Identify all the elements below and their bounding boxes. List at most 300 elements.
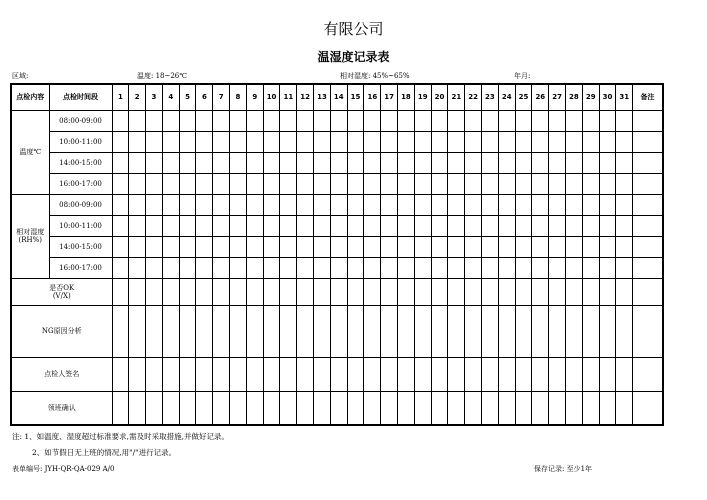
- ok-day-25-cell[interactable]: [515, 278, 532, 305]
- humidity-3-day-2-cell[interactable]: [129, 257, 146, 278]
- humidity-0-day-4-cell[interactable]: [162, 194, 179, 215]
- ok-day-21-cell[interactable]: [448, 278, 465, 305]
- temperature-1-day-10-cell[interactable]: [263, 131, 280, 152]
- ok-day-20-cell[interactable]: [431, 278, 448, 305]
- inspector-day-19-cell[interactable]: [414, 357, 431, 391]
- leader-day-6-cell[interactable]: [196, 391, 213, 425]
- temperature-2-day-5-cell[interactable]: [179, 152, 196, 173]
- humidity-1-day-10-cell[interactable]: [263, 215, 280, 236]
- temperature-0-day-7-cell[interactable]: [213, 110, 230, 131]
- temperature-3-day-23-cell[interactable]: [482, 173, 499, 194]
- inspector-day-21-cell[interactable]: [448, 357, 465, 391]
- inspector-day-6-cell[interactable]: [196, 357, 213, 391]
- humidity-2-day-20-cell[interactable]: [431, 236, 448, 257]
- humidity-3-day-23-cell[interactable]: [482, 257, 499, 278]
- temperature-3-day-10-cell[interactable]: [263, 173, 280, 194]
- temperature-2-day-15-cell[interactable]: [347, 152, 364, 173]
- ng-day-21-cell[interactable]: [448, 305, 465, 357]
- humidity-1-day-12-cell[interactable]: [297, 215, 314, 236]
- ng-day-3-cell[interactable]: [146, 305, 163, 357]
- leader-day-12-cell[interactable]: [297, 391, 314, 425]
- temperature-0-day-3-cell[interactable]: [146, 110, 163, 131]
- ok-day-1-cell[interactable]: [112, 278, 129, 305]
- inspector-day-27-cell[interactable]: [549, 357, 566, 391]
- ok-day-5-cell[interactable]: [179, 278, 196, 305]
- ok-remark-cell[interactable]: [633, 278, 663, 305]
- leader-day-5-cell[interactable]: [179, 391, 196, 425]
- temperature-3-day-25-cell[interactable]: [515, 173, 532, 194]
- ok-day-13-cell[interactable]: [314, 278, 331, 305]
- temperature-1-day-26-cell[interactable]: [532, 131, 549, 152]
- temperature-0-day-25-cell[interactable]: [515, 110, 532, 131]
- humidity-1-day-14-cell[interactable]: [330, 215, 347, 236]
- humidity-0-day-17-cell[interactable]: [381, 194, 398, 215]
- leader-day-21-cell[interactable]: [448, 391, 465, 425]
- temperature-3-day-11-cell[interactable]: [280, 173, 297, 194]
- inspector-day-22-cell[interactable]: [465, 357, 482, 391]
- humidity-0-day-19-cell[interactable]: [414, 194, 431, 215]
- inspector-day-15-cell[interactable]: [347, 357, 364, 391]
- ok-day-31-cell[interactable]: [616, 278, 633, 305]
- temperature-2-day-17-cell[interactable]: [381, 152, 398, 173]
- humidity-2-remark-cell[interactable]: [633, 236, 663, 257]
- humidity-3-day-16-cell[interactable]: [364, 257, 381, 278]
- ok-day-27-cell[interactable]: [549, 278, 566, 305]
- humidity-2-day-11-cell[interactable]: [280, 236, 297, 257]
- leader-day-4-cell[interactable]: [162, 391, 179, 425]
- inspector-day-12-cell[interactable]: [297, 357, 314, 391]
- humidity-1-day-4-cell[interactable]: [162, 215, 179, 236]
- humidity-1-day-27-cell[interactable]: [549, 215, 566, 236]
- leader-day-30-cell[interactable]: [599, 391, 616, 425]
- humidity-1-day-28-cell[interactable]: [566, 215, 583, 236]
- temperature-0-day-18-cell[interactable]: [398, 110, 415, 131]
- temperature-3-day-8-cell[interactable]: [230, 173, 247, 194]
- temperature-0-day-1-cell[interactable]: [112, 110, 129, 131]
- humidity-1-day-25-cell[interactable]: [515, 215, 532, 236]
- ok-day-16-cell[interactable]: [364, 278, 381, 305]
- temperature-0-day-17-cell[interactable]: [381, 110, 398, 131]
- humidity-2-day-26-cell[interactable]: [532, 236, 549, 257]
- humidity-3-day-28-cell[interactable]: [566, 257, 583, 278]
- temperature-1-day-9-cell[interactable]: [246, 131, 263, 152]
- temperature-1-day-18-cell[interactable]: [398, 131, 415, 152]
- inspector-day-17-cell[interactable]: [381, 357, 398, 391]
- temperature-2-day-22-cell[interactable]: [465, 152, 482, 173]
- leader-day-28-cell[interactable]: [566, 391, 583, 425]
- ng-day-4-cell[interactable]: [162, 305, 179, 357]
- humidity-1-day-20-cell[interactable]: [431, 215, 448, 236]
- temperature-3-day-19-cell[interactable]: [414, 173, 431, 194]
- humidity-3-day-8-cell[interactable]: [230, 257, 247, 278]
- inspector-day-3-cell[interactable]: [146, 357, 163, 391]
- leader-day-7-cell[interactable]: [213, 391, 230, 425]
- humidity-2-day-22-cell[interactable]: [465, 236, 482, 257]
- humidity-0-day-18-cell[interactable]: [398, 194, 415, 215]
- humidity-2-day-19-cell[interactable]: [414, 236, 431, 257]
- humidity-0-day-7-cell[interactable]: [213, 194, 230, 215]
- temperature-2-day-10-cell[interactable]: [263, 152, 280, 173]
- inspector-day-16-cell[interactable]: [364, 357, 381, 391]
- humidity-1-day-21-cell[interactable]: [448, 215, 465, 236]
- temperature-3-day-17-cell[interactable]: [381, 173, 398, 194]
- ng-day-25-cell[interactable]: [515, 305, 532, 357]
- temperature-1-day-31-cell[interactable]: [616, 131, 633, 152]
- humidity-3-day-6-cell[interactable]: [196, 257, 213, 278]
- temperature-0-day-13-cell[interactable]: [314, 110, 331, 131]
- ng-day-24-cell[interactable]: [498, 305, 515, 357]
- temperature-0-day-8-cell[interactable]: [230, 110, 247, 131]
- temperature-3-day-26-cell[interactable]: [532, 173, 549, 194]
- leader-day-3-cell[interactable]: [146, 391, 163, 425]
- temperature-0-day-21-cell[interactable]: [448, 110, 465, 131]
- temperature-3-day-31-cell[interactable]: [616, 173, 633, 194]
- leader-day-24-cell[interactable]: [498, 391, 515, 425]
- leader-day-17-cell[interactable]: [381, 391, 398, 425]
- humidity-2-day-16-cell[interactable]: [364, 236, 381, 257]
- temperature-3-day-13-cell[interactable]: [314, 173, 331, 194]
- humidity-1-day-8-cell[interactable]: [230, 215, 247, 236]
- humidity-3-day-30-cell[interactable]: [599, 257, 616, 278]
- temperature-1-day-24-cell[interactable]: [498, 131, 515, 152]
- temperature-3-day-6-cell[interactable]: [196, 173, 213, 194]
- inspector-day-11-cell[interactable]: [280, 357, 297, 391]
- ok-day-2-cell[interactable]: [129, 278, 146, 305]
- temperature-3-day-12-cell[interactable]: [297, 173, 314, 194]
- leader-day-26-cell[interactable]: [532, 391, 549, 425]
- humidity-1-day-24-cell[interactable]: [498, 215, 515, 236]
- humidity-0-day-12-cell[interactable]: [297, 194, 314, 215]
- temperature-2-day-27-cell[interactable]: [549, 152, 566, 173]
- humidity-3-day-26-cell[interactable]: [532, 257, 549, 278]
- temperature-3-day-20-cell[interactable]: [431, 173, 448, 194]
- leader-day-1-cell[interactable]: [112, 391, 129, 425]
- leader-day-31-cell[interactable]: [616, 391, 633, 425]
- temperature-2-day-29-cell[interactable]: [582, 152, 599, 173]
- inspector-day-29-cell[interactable]: [582, 357, 599, 391]
- humidity-1-day-19-cell[interactable]: [414, 215, 431, 236]
- temperature-2-day-3-cell[interactable]: [146, 152, 163, 173]
- ok-day-26-cell[interactable]: [532, 278, 549, 305]
- humidity-3-day-13-cell[interactable]: [314, 257, 331, 278]
- humidity-2-day-6-cell[interactable]: [196, 236, 213, 257]
- ng-day-2-cell[interactable]: [129, 305, 146, 357]
- temperature-1-day-22-cell[interactable]: [465, 131, 482, 152]
- humidity-2-day-21-cell[interactable]: [448, 236, 465, 257]
- inspector-day-30-cell[interactable]: [599, 357, 616, 391]
- temperature-3-day-18-cell[interactable]: [398, 173, 415, 194]
- temperature-1-day-2-cell[interactable]: [129, 131, 146, 152]
- ng-day-22-cell[interactable]: [465, 305, 482, 357]
- humidity-3-day-11-cell[interactable]: [280, 257, 297, 278]
- temperature-3-day-22-cell[interactable]: [465, 173, 482, 194]
- humidity-1-day-15-cell[interactable]: [347, 215, 364, 236]
- inspector-day-1-cell[interactable]: [112, 357, 129, 391]
- leader-day-15-cell[interactable]: [347, 391, 364, 425]
- humidity-3-day-18-cell[interactable]: [398, 257, 415, 278]
- humidity-1-day-26-cell[interactable]: [532, 215, 549, 236]
- temperature-2-remark-cell[interactable]: [633, 152, 663, 173]
- temperature-3-day-16-cell[interactable]: [364, 173, 381, 194]
- temperature-0-day-5-cell[interactable]: [179, 110, 196, 131]
- inspector-remark-cell[interactable]: [633, 357, 663, 391]
- temperature-3-day-9-cell[interactable]: [246, 173, 263, 194]
- ng-day-14-cell[interactable]: [330, 305, 347, 357]
- humidity-0-day-31-cell[interactable]: [616, 194, 633, 215]
- temperature-0-day-31-cell[interactable]: [616, 110, 633, 131]
- humidity-0-day-13-cell[interactable]: [314, 194, 331, 215]
- temperature-0-day-20-cell[interactable]: [431, 110, 448, 131]
- ng-remark-cell[interactable]: [633, 305, 663, 357]
- humidity-1-day-18-cell[interactable]: [398, 215, 415, 236]
- humidity-3-day-17-cell[interactable]: [381, 257, 398, 278]
- humidity-3-day-4-cell[interactable]: [162, 257, 179, 278]
- temperature-1-day-8-cell[interactable]: [230, 131, 247, 152]
- temperature-1-day-23-cell[interactable]: [482, 131, 499, 152]
- ng-day-15-cell[interactable]: [347, 305, 364, 357]
- ok-day-23-cell[interactable]: [482, 278, 499, 305]
- leader-day-10-cell[interactable]: [263, 391, 280, 425]
- temperature-1-day-16-cell[interactable]: [364, 131, 381, 152]
- humidity-2-day-30-cell[interactable]: [599, 236, 616, 257]
- humidity-2-day-8-cell[interactable]: [230, 236, 247, 257]
- ng-day-29-cell[interactable]: [582, 305, 599, 357]
- ok-day-12-cell[interactable]: [297, 278, 314, 305]
- humidity-1-day-3-cell[interactable]: [146, 215, 163, 236]
- humidity-2-day-12-cell[interactable]: [297, 236, 314, 257]
- temperature-3-day-29-cell[interactable]: [582, 173, 599, 194]
- temperature-2-day-6-cell[interactable]: [196, 152, 213, 173]
- humidity-0-day-30-cell[interactable]: [599, 194, 616, 215]
- humidity-1-day-1-cell[interactable]: [112, 215, 129, 236]
- inspector-day-7-cell[interactable]: [213, 357, 230, 391]
- temperature-2-day-18-cell[interactable]: [398, 152, 415, 173]
- temperature-2-day-25-cell[interactable]: [515, 152, 532, 173]
- temperature-3-day-14-cell[interactable]: [330, 173, 347, 194]
- humidity-3-remark-cell[interactable]: [633, 257, 663, 278]
- temperature-0-day-9-cell[interactable]: [246, 110, 263, 131]
- temperature-3-day-5-cell[interactable]: [179, 173, 196, 194]
- humidity-0-day-8-cell[interactable]: [230, 194, 247, 215]
- temperature-1-day-5-cell[interactable]: [179, 131, 196, 152]
- temperature-1-day-25-cell[interactable]: [515, 131, 532, 152]
- humidity-3-day-20-cell[interactable]: [431, 257, 448, 278]
- humidity-1-remark-cell[interactable]: [633, 215, 663, 236]
- inspector-day-18-cell[interactable]: [398, 357, 415, 391]
- leader-day-11-cell[interactable]: [280, 391, 297, 425]
- humidity-0-day-23-cell[interactable]: [482, 194, 499, 215]
- temperature-1-day-17-cell[interactable]: [381, 131, 398, 152]
- humidity-2-day-7-cell[interactable]: [213, 236, 230, 257]
- leader-day-9-cell[interactable]: [246, 391, 263, 425]
- ok-day-17-cell[interactable]: [381, 278, 398, 305]
- humidity-3-day-14-cell[interactable]: [330, 257, 347, 278]
- temperature-2-day-20-cell[interactable]: [431, 152, 448, 173]
- humidity-0-day-9-cell[interactable]: [246, 194, 263, 215]
- humidity-0-day-24-cell[interactable]: [498, 194, 515, 215]
- humidity-1-day-17-cell[interactable]: [381, 215, 398, 236]
- leader-day-22-cell[interactable]: [465, 391, 482, 425]
- humidity-2-day-18-cell[interactable]: [398, 236, 415, 257]
- temperature-1-day-20-cell[interactable]: [431, 131, 448, 152]
- temperature-1-day-19-cell[interactable]: [414, 131, 431, 152]
- temperature-2-day-23-cell[interactable]: [482, 152, 499, 173]
- temperature-1-day-13-cell[interactable]: [314, 131, 331, 152]
- humidity-3-day-22-cell[interactable]: [465, 257, 482, 278]
- ok-day-10-cell[interactable]: [263, 278, 280, 305]
- humidity-2-day-9-cell[interactable]: [246, 236, 263, 257]
- temperature-2-day-9-cell[interactable]: [246, 152, 263, 173]
- ng-day-26-cell[interactable]: [532, 305, 549, 357]
- humidity-3-day-3-cell[interactable]: [146, 257, 163, 278]
- temperature-1-day-3-cell[interactable]: [146, 131, 163, 152]
- inspector-day-28-cell[interactable]: [566, 357, 583, 391]
- humidity-3-day-27-cell[interactable]: [549, 257, 566, 278]
- inspector-day-5-cell[interactable]: [179, 357, 196, 391]
- ok-day-15-cell[interactable]: [347, 278, 364, 305]
- temperature-2-day-19-cell[interactable]: [414, 152, 431, 173]
- inspector-day-25-cell[interactable]: [515, 357, 532, 391]
- humidity-2-day-3-cell[interactable]: [146, 236, 163, 257]
- temperature-1-remark-cell[interactable]: [633, 131, 663, 152]
- temperature-3-day-30-cell[interactable]: [599, 173, 616, 194]
- humidity-2-day-5-cell[interactable]: [179, 236, 196, 257]
- ok-day-14-cell[interactable]: [330, 278, 347, 305]
- ng-day-13-cell[interactable]: [314, 305, 331, 357]
- temperature-2-day-7-cell[interactable]: [213, 152, 230, 173]
- ok-day-24-cell[interactable]: [498, 278, 515, 305]
- humidity-1-day-11-cell[interactable]: [280, 215, 297, 236]
- temperature-0-day-26-cell[interactable]: [532, 110, 549, 131]
- temperature-0-day-14-cell[interactable]: [330, 110, 347, 131]
- humidity-1-day-23-cell[interactable]: [482, 215, 499, 236]
- temperature-2-day-8-cell[interactable]: [230, 152, 247, 173]
- ng-day-20-cell[interactable]: [431, 305, 448, 357]
- ng-day-6-cell[interactable]: [196, 305, 213, 357]
- ng-day-18-cell[interactable]: [398, 305, 415, 357]
- temperature-1-day-7-cell[interactable]: [213, 131, 230, 152]
- humidity-2-day-1-cell[interactable]: [112, 236, 129, 257]
- humidity-3-day-1-cell[interactable]: [112, 257, 129, 278]
- temperature-2-day-4-cell[interactable]: [162, 152, 179, 173]
- temperature-3-day-4-cell[interactable]: [162, 173, 179, 194]
- ok-day-8-cell[interactable]: [230, 278, 247, 305]
- humidity-2-day-28-cell[interactable]: [566, 236, 583, 257]
- humidity-3-day-29-cell[interactable]: [582, 257, 599, 278]
- humidity-0-day-14-cell[interactable]: [330, 194, 347, 215]
- temperature-0-day-4-cell[interactable]: [162, 110, 179, 131]
- temperature-1-day-21-cell[interactable]: [448, 131, 465, 152]
- humidity-2-day-23-cell[interactable]: [482, 236, 499, 257]
- inspector-day-23-cell[interactable]: [482, 357, 499, 391]
- temperature-3-remark-cell[interactable]: [633, 173, 663, 194]
- temperature-0-day-2-cell[interactable]: [129, 110, 146, 131]
- ng-day-1-cell[interactable]: [112, 305, 129, 357]
- humidity-1-day-5-cell[interactable]: [179, 215, 196, 236]
- inspector-day-20-cell[interactable]: [431, 357, 448, 391]
- ng-day-23-cell[interactable]: [482, 305, 499, 357]
- humidity-0-day-6-cell[interactable]: [196, 194, 213, 215]
- temperature-1-day-14-cell[interactable]: [330, 131, 347, 152]
- ng-day-27-cell[interactable]: [549, 305, 566, 357]
- humidity-3-day-21-cell[interactable]: [448, 257, 465, 278]
- inspector-day-14-cell[interactable]: [330, 357, 347, 391]
- humidity-0-day-2-cell[interactable]: [129, 194, 146, 215]
- temperature-1-day-1-cell[interactable]: [112, 131, 129, 152]
- inspector-day-10-cell[interactable]: [263, 357, 280, 391]
- temperature-2-day-26-cell[interactable]: [532, 152, 549, 173]
- humidity-1-day-2-cell[interactable]: [129, 215, 146, 236]
- humidity-3-day-5-cell[interactable]: [179, 257, 196, 278]
- temperature-1-day-28-cell[interactable]: [566, 131, 583, 152]
- leader-day-29-cell[interactable]: [582, 391, 599, 425]
- humidity-3-day-10-cell[interactable]: [263, 257, 280, 278]
- ng-day-11-cell[interactable]: [280, 305, 297, 357]
- ng-day-12-cell[interactable]: [297, 305, 314, 357]
- temperature-0-day-19-cell[interactable]: [414, 110, 431, 131]
- ng-day-30-cell[interactable]: [599, 305, 616, 357]
- inspector-day-26-cell[interactable]: [532, 357, 549, 391]
- temperature-0-day-28-cell[interactable]: [566, 110, 583, 131]
- humidity-0-day-25-cell[interactable]: [515, 194, 532, 215]
- humidity-0-day-11-cell[interactable]: [280, 194, 297, 215]
- ng-day-7-cell[interactable]: [213, 305, 230, 357]
- temperature-1-day-30-cell[interactable]: [599, 131, 616, 152]
- temperature-3-day-1-cell[interactable]: [112, 173, 129, 194]
- temperature-3-day-24-cell[interactable]: [498, 173, 515, 194]
- humidity-2-day-27-cell[interactable]: [549, 236, 566, 257]
- inspector-day-24-cell[interactable]: [498, 357, 515, 391]
- ok-day-22-cell[interactable]: [465, 278, 482, 305]
- ok-day-7-cell[interactable]: [213, 278, 230, 305]
- humidity-3-day-9-cell[interactable]: [246, 257, 263, 278]
- temperature-2-day-28-cell[interactable]: [566, 152, 583, 173]
- leader-day-27-cell[interactable]: [549, 391, 566, 425]
- temperature-2-day-12-cell[interactable]: [297, 152, 314, 173]
- temperature-1-day-27-cell[interactable]: [549, 131, 566, 152]
- leader-day-25-cell[interactable]: [515, 391, 532, 425]
- temperature-2-day-21-cell[interactable]: [448, 152, 465, 173]
- humidity-2-day-15-cell[interactable]: [347, 236, 364, 257]
- humidity-1-day-6-cell[interactable]: [196, 215, 213, 236]
- temperature-1-day-11-cell[interactable]: [280, 131, 297, 152]
- inspector-day-31-cell[interactable]: [616, 357, 633, 391]
- leader-day-20-cell[interactable]: [431, 391, 448, 425]
- temperature-2-day-14-cell[interactable]: [330, 152, 347, 173]
- humidity-0-day-10-cell[interactable]: [263, 194, 280, 215]
- inspector-day-8-cell[interactable]: [230, 357, 247, 391]
- temperature-0-day-6-cell[interactable]: [196, 110, 213, 131]
- temperature-2-day-30-cell[interactable]: [599, 152, 616, 173]
- temperature-0-remark-cell[interactable]: [633, 110, 663, 131]
- temperature-0-day-10-cell[interactable]: [263, 110, 280, 131]
- humidity-3-day-12-cell[interactable]: [297, 257, 314, 278]
- humidity-2-day-25-cell[interactable]: [515, 236, 532, 257]
- leader-day-8-cell[interactable]: [230, 391, 247, 425]
- humidity-2-day-2-cell[interactable]: [129, 236, 146, 257]
- ok-day-28-cell[interactable]: [566, 278, 583, 305]
- leader-day-18-cell[interactable]: [398, 391, 415, 425]
- humidity-2-day-13-cell[interactable]: [314, 236, 331, 257]
- ng-day-9-cell[interactable]: [246, 305, 263, 357]
- inspector-day-4-cell[interactable]: [162, 357, 179, 391]
- temperature-3-day-15-cell[interactable]: [347, 173, 364, 194]
- temperature-2-day-1-cell[interactable]: [112, 152, 129, 173]
- temperature-2-day-13-cell[interactable]: [314, 152, 331, 173]
- humidity-1-day-9-cell[interactable]: [246, 215, 263, 236]
- humidity-0-day-26-cell[interactable]: [532, 194, 549, 215]
- leader-day-2-cell[interactable]: [129, 391, 146, 425]
